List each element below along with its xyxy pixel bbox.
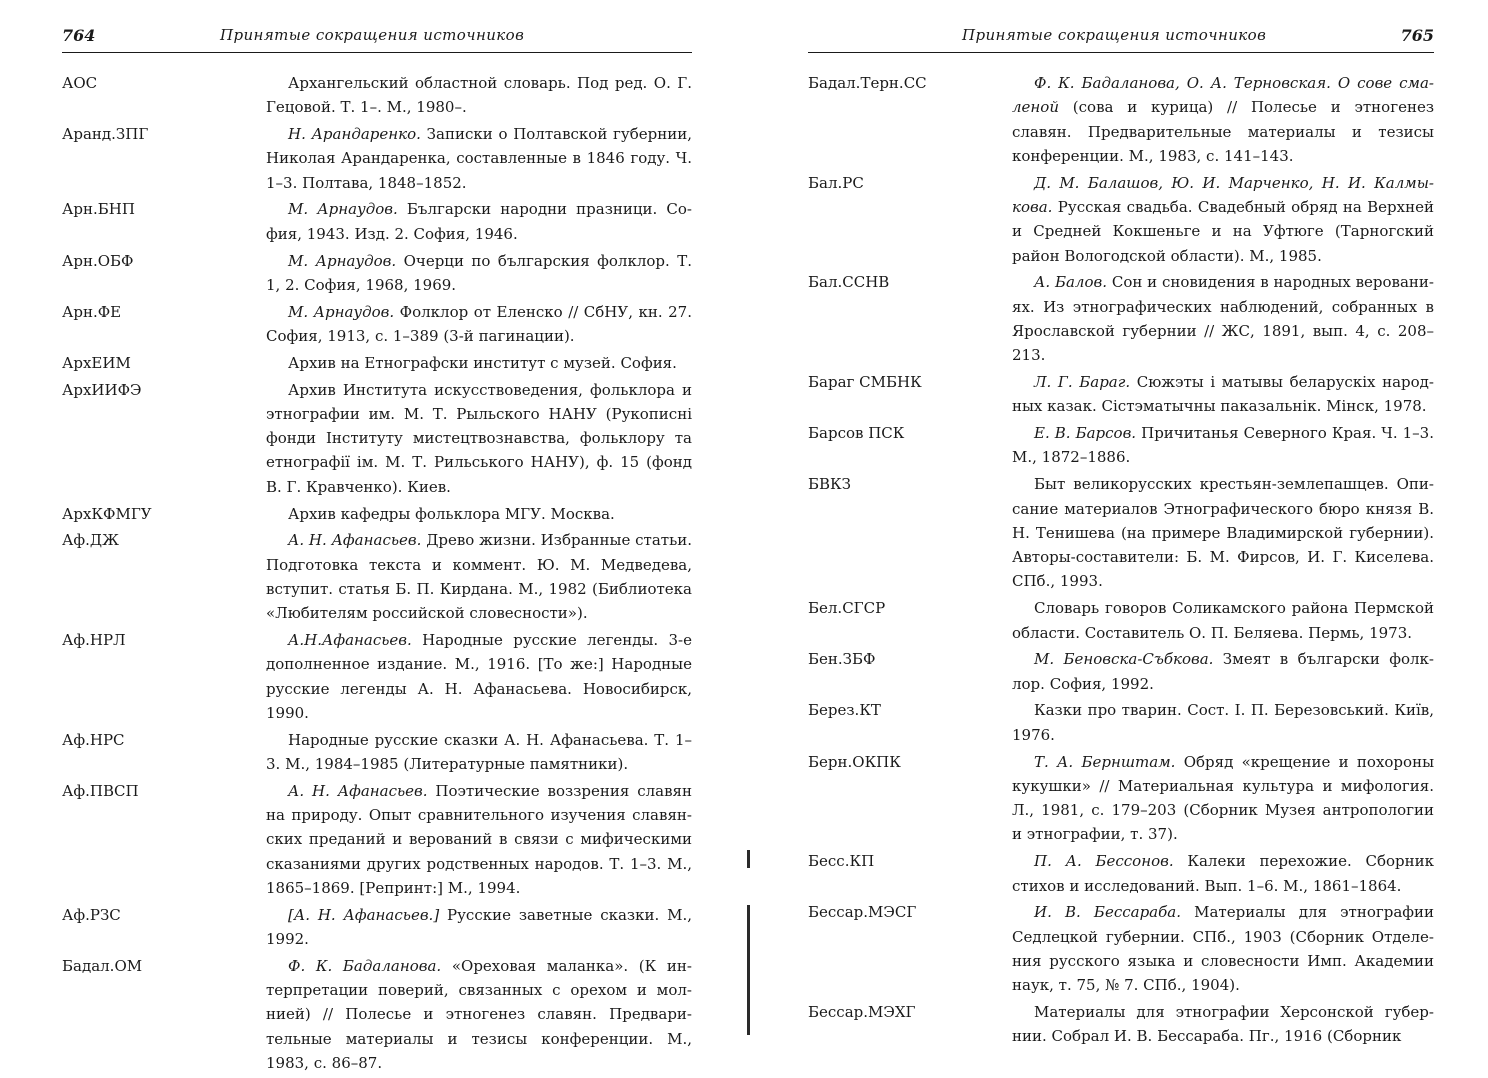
running-header	[808, 24, 1434, 53]
source-description	[266, 122, 692, 195]
abbreviation: Бал.ССНВ	[808, 273, 890, 292]
description-text: Архив на Етнографски институт с музей. София.	[288, 353, 677, 372]
list-item	[62, 903, 692, 952]
list-item	[62, 249, 692, 298]
abbreviation: Аф.ПВСП	[62, 781, 139, 800]
description-text: Быт великорусских крестьян-землепашцев. Описание материалов Этнографического бюро князя В. Н. Тенишева (на примере Владимирской губернии). Авторы-составители: Б. М. Фирсов, И. Г. Киселева. СПб., 1993.	[1012, 475, 1434, 591]
abbreviation: Бадал.Терн.СС	[808, 74, 927, 92]
entry-list	[808, 71, 1434, 1051]
abbreviation: Бесс.КП	[808, 852, 875, 871]
list-item	[808, 171, 1434, 268]
author-name: А. Н. Афанасьев.	[288, 781, 428, 800]
list-item	[808, 596, 1434, 645]
author-name: Л. Г. Бараг.	[1034, 373, 1131, 392]
description-text: Народные русские сказки А. Н. Афанасьева. Т. 1–3. М., 1984–1985 (Литературные памятники).	[266, 730, 692, 774]
description-text: «Ореховая маланка». (К интерпретации поверий, связанных с орехом и молнией) // Полесье и этногенез славян. Предварительные материалы и тезисы конференции. М., 1983, с. 86–87.	[266, 956, 692, 1073]
list-item	[808, 472, 1434, 593]
source-description	[266, 528, 692, 625]
abbreviation: Арн.ФЕ	[62, 302, 122, 321]
abbreviation: Бадал.ОМ	[62, 956, 143, 975]
list-item	[62, 378, 692, 499]
list-item	[808, 900, 1434, 997]
list-item	[808, 750, 1434, 847]
abbreviation: Аф.НРС	[62, 730, 125, 749]
description-text: Поэтические воззрения славян на природу. Опыт сравнительного изучения славянских преданий и верований в связи с мифическими сказаниями других родственных народов. Т. 1–3. М., 1865–1869. [Репринт:] М., 1994.	[266, 781, 692, 897]
list-item	[62, 351, 692, 375]
author-name: [А. Н. Афанасьев.]	[288, 905, 440, 924]
abbreviation: Берн.ОКПК	[808, 752, 901, 771]
abbreviation: Аф.РЗС	[62, 905, 121, 924]
source-description	[1012, 1000, 1434, 1049]
source-description	[1012, 472, 1434, 593]
description-text: Сюжэты i матывы беларускiх народных казак. Сiстэматычны паказальнiк. Мiнск, 1978.	[1012, 373, 1434, 416]
source-description	[266, 728, 692, 777]
list-item	[62, 122, 692, 195]
description-text: Сон и сновидения в народных верованиях. Из этнографических наблюдений, собранных в Ярославской губернии // ЖС, 1891, вып. 4, с. 208–213.	[1012, 273, 1434, 365]
abbreviation: Барсов ПСК	[808, 424, 905, 443]
abbreviation: АОС	[62, 74, 98, 92]
description-text: Русская свадьба. Свадебный обряд на Верхней и Средней Кокшеньге и на Уфтюге (Тарногский район Вологодской области). М., 1985.	[1012, 197, 1434, 265]
abbreviation: Берез.КТ	[808, 701, 881, 720]
list-item	[62, 779, 692, 900]
description-text: Обряд «крещение и похороны кукушки» // Материальная культура и мифология. Л., 1981, с. 179–203 (Сборник Музея антропологии и этнографии, т. 37).	[1012, 752, 1435, 844]
source-description	[266, 502, 692, 526]
abbreviation: Бен.ЗБФ	[808, 650, 876, 669]
abbreviation: АрхЕИМ	[62, 353, 131, 372]
source-description	[266, 779, 692, 900]
description-text: Причитанья Северного Края. Ч. 1–3. М., 1872–1886.	[1012, 424, 1434, 467]
description-text: Български народни празници. София, 1943. Изд. 2. София, 1946.	[266, 200, 692, 243]
description-text: Фолклор от Еленско // СбНУ, кн. 27. София, 1913, с. 1–389 (3-й пагинации).	[266, 302, 692, 345]
abbreviation: Бал.РС	[808, 173, 864, 192]
description-text: Архив кафедры фольклора МГУ. Москва.	[288, 504, 615, 523]
description-text: Материалы для этнографии Херсонской губернии. Собрал И. В. Бессараба. Пг., 1916 (Сборник	[1012, 1002, 1434, 1046]
source-description	[1012, 370, 1434, 419]
source-description	[266, 71, 692, 120]
description-text: Народные русские легенды. 3-е дополненное издание. М., 1916. [То же:] Народные русские легенды А. Н. Афанасьева. Новосибирск, 1990.	[266, 631, 692, 722]
author-name: Н. Арандаренко.	[288, 125, 421, 144]
list-item	[808, 849, 1434, 898]
source-description	[1012, 71, 1434, 168]
author-name: И. В. Бессараба.	[1034, 903, 1181, 922]
list-item	[62, 528, 692, 625]
author-name: М. Арнаудов.	[288, 302, 395, 321]
description-text: Материалы для этнографии Седлецкой губернии. СПб., 1903 (Сборник Отделения русского языка и словесности Имп. Академии наук, т. 75, № 7. СПб., 1904).	[1012, 903, 1434, 995]
source-description	[266, 351, 692, 375]
running-title: Принятые сокращения источников	[220, 26, 525, 44]
author-name: Ф. К. Бадаланова, О. А. Терновская. О сове смаленой	[1012, 74, 1434, 117]
abbreviation: АрхИИФЭ	[62, 380, 142, 399]
source-description	[1012, 900, 1434, 997]
author-name: А. Балов.	[1034, 273, 1108, 292]
list-item	[808, 1000, 1434, 1049]
source-description	[1012, 171, 1434, 268]
abbreviation: Бел.СГСР	[808, 599, 886, 618]
description-text: Записки о Полтавской губернии, Николая Арандаренка, составленные в 1846 году. Ч. 1–3. Полтава, 1848–1852.	[266, 125, 693, 192]
author-name: Е. В. Барсов.	[1034, 424, 1137, 443]
list-item	[62, 197, 692, 246]
description-text: Русские заветные сказки. М., 1992.	[266, 905, 692, 949]
source-description	[1012, 270, 1434, 367]
author-name: М. Арнаудов.	[288, 200, 398, 219]
abbreviation: АрхКФМГУ	[62, 504, 152, 523]
author-name: М. Беновска-Събкова.	[1034, 650, 1214, 669]
page-number: 764	[62, 26, 96, 45]
left-page	[0, 0, 744, 1073]
abbreviation: Арн.ОБФ	[62, 251, 134, 270]
abbreviation: Бессар.МЭСГ	[808, 903, 917, 922]
right-page	[744, 0, 1488, 1046]
source-description	[266, 249, 692, 298]
description-text: Калеки перехожие. Сборник стихов и исследований. Вып. 1–6. М., 1861–1864.	[1012, 852, 1434, 895]
description-text: Казки про тварин. Сост. I. П. Березовський. Київ, 1976.	[1012, 701, 1434, 744]
source-description	[1012, 421, 1434, 470]
source-description	[266, 903, 692, 952]
author-name: Д. М. Балашов, Ю. И. Марченко, Н. И. Калмыкова.	[1012, 173, 1434, 216]
author-name: Т. А. Бернштам.	[1034, 752, 1176, 771]
author-name: А. Н. Афанасьев.	[288, 531, 422, 550]
abbreviation: Аранд.ЗПГ	[62, 125, 149, 144]
list-item	[808, 270, 1434, 367]
author-name: П. А. Бессонов.	[1034, 852, 1174, 871]
description-text: Архангельский областной словарь. Под ред. О. Г. Гецовой. Т. 1–. М., 1980–.	[266, 74, 692, 117]
list-item	[62, 71, 692, 120]
author-name: М. Арнаудов.	[288, 251, 397, 270]
list-item	[62, 954, 692, 1075]
list-item	[62, 300, 692, 349]
description-text: (сова и курица) // Полесье и этногенез славян. Предварительные материалы и тезисы конференции. М., 1983, с. 141–143.	[1012, 98, 1434, 165]
running-header	[62, 24, 692, 53]
abbreviation: Бараг СМБНК	[808, 373, 922, 392]
list-item	[808, 647, 1434, 696]
abbreviation: Арн.БНП	[62, 200, 135, 219]
page-number: 765	[1400, 26, 1434, 45]
entry-list	[62, 71, 692, 1078]
source-description	[1012, 596, 1434, 645]
description-text: Очерци по българския фолклор. Т. 1, 2. София, 1968, 1969.	[266, 251, 693, 294]
source-description	[1012, 698, 1434, 747]
list-item	[808, 698, 1434, 747]
abbreviation: Бессар.МЭХГ	[808, 1002, 916, 1021]
source-description	[1012, 849, 1434, 898]
source-description	[266, 954, 692, 1075]
source-description	[266, 628, 692, 725]
author-name: А.Н.Афанасьев.	[288, 631, 412, 650]
description-text: Древо жизни. Избранные статьи. Подготовка текста и коммент. Ю. М. Медведева, вступит. статья Б. П. Кирдана. М., 1982 (Библиотека «Любителям российской словесности»).	[266, 531, 692, 623]
running-title: Принятые сокращения источников	[962, 26, 1267, 44]
description-text: Словарь говоров Соликамского района Пермской области. Составитель О. П. Беляева. Пермь, 1973.	[1012, 599, 1434, 642]
source-description	[266, 197, 692, 246]
list-item	[808, 370, 1434, 419]
abbreviation: БВКЗ	[808, 475, 852, 494]
description-text: Архив Института искусствоведения, фольклора и этнографии им. М. Т. Рыльского НАНУ (Рукописнi фонди Iнституту мистецтвознавства, фольклору та етнографiї iм. М. Т. Рильського НАНУ), ф. 15 (фонд В. Г. Кравченко). Киев.	[266, 380, 692, 496]
source-description	[1012, 750, 1434, 847]
list-item	[62, 728, 692, 777]
author-name: Ф. К. Бадаланова.	[288, 956, 442, 975]
list-item	[62, 502, 692, 526]
source-description	[266, 378, 692, 499]
source-description	[1012, 647, 1434, 696]
abbreviation: Аф.ДЖ	[62, 531, 119, 550]
list-item	[808, 421, 1434, 470]
abbreviation: Аф.НРЛ	[62, 631, 126, 650]
list-item	[62, 628, 692, 725]
description-text: Змеят в български фолклор. София, 1992.	[1012, 650, 1434, 693]
list-item	[808, 71, 1434, 168]
source-description	[266, 300, 692, 349]
